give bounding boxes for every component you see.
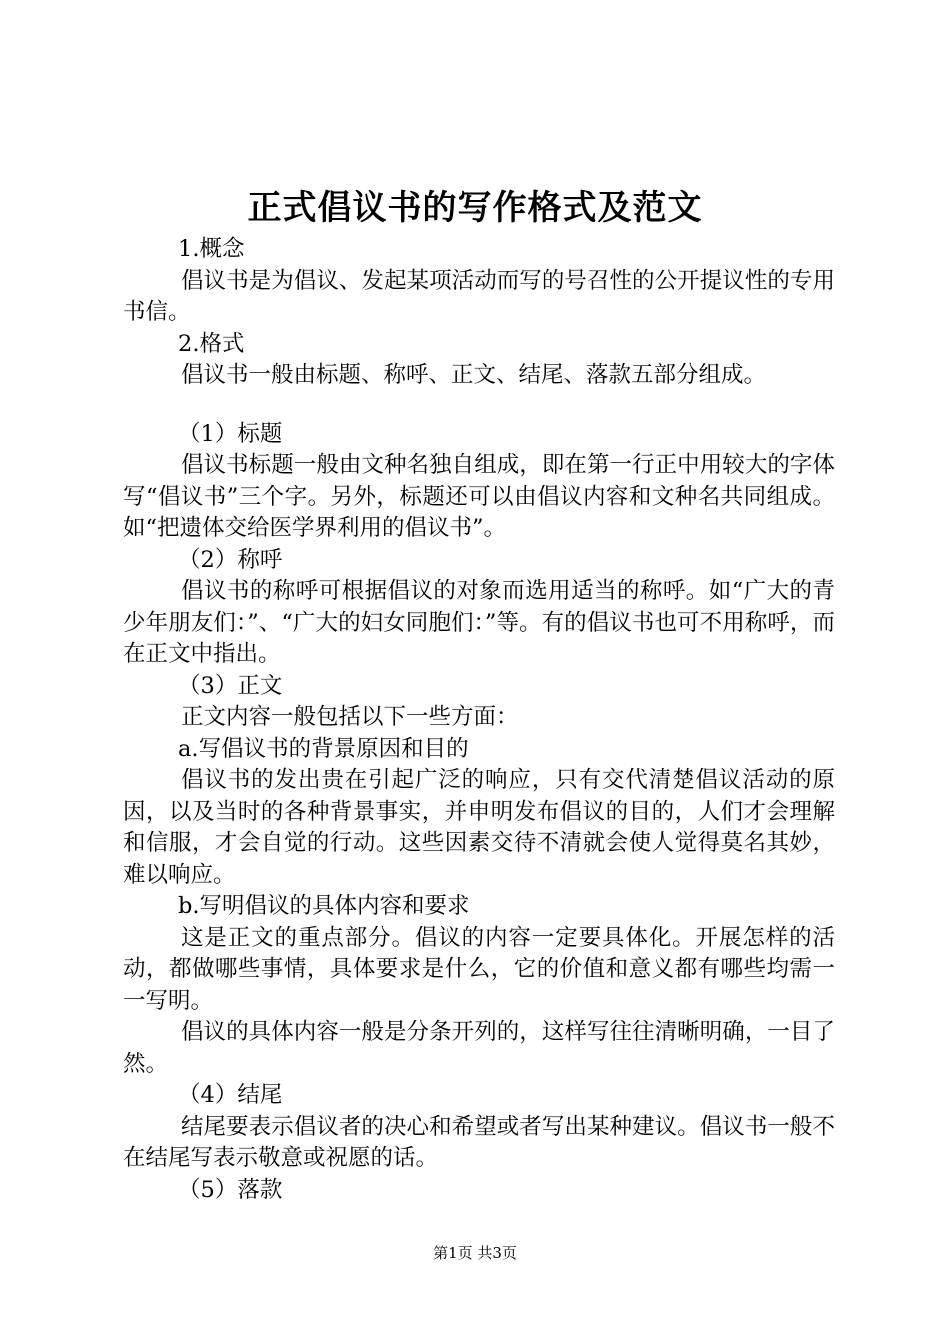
subheading-signature: （5）落款 xyxy=(178,1176,283,1203)
document-body xyxy=(123,234,835,1206)
subheading-body-a: a.写倡议书的背景原因和目的 xyxy=(178,735,469,762)
paragraph-title: 倡议书标题一般由文种名独自组成，即在第一行正中用较大的字体写“倡议书”三个字。另外，标题还可以由倡议内容和文种名共同组成。如“把遗体交给医学界利用的倡议书”。 xyxy=(123,452,835,541)
paragraph-body-intro: 正文内容一般包括以下一些方面： xyxy=(181,704,519,730)
subheading-salutation: （2）称呼 xyxy=(178,546,283,573)
page-number: 第1页 共3页 xyxy=(433,1244,517,1262)
section-heading-format: 2.格式 xyxy=(178,330,245,357)
paragraph-concept: 倡议书是为倡议、发起某项活动而写的号召性的公开提议性的专用书信。 xyxy=(123,267,835,325)
paragraph-format: 倡议书一般由标题、称呼、正文、结尾、落款五部分组成。 xyxy=(181,362,767,388)
subheading-body-b: b.写明倡议的具体内容和要求 xyxy=(178,893,470,919)
paragraph-ending: 结尾要表示倡议者的决心和希望或者写出某种建议。倡议书一般不在结尾写表示敬意或祝愿的话。 xyxy=(123,1113,835,1171)
section-heading-concept: 1.概念 xyxy=(178,236,245,262)
subheading-title: （1）标题 xyxy=(178,420,283,447)
subheading-body: （3）正文 xyxy=(178,672,283,699)
paragraph-body-b-2: 倡议的具体内容一般是分条开列的，这样写往往清晰明确，一目了然。 xyxy=(123,1019,835,1077)
paragraph-salutation: 倡议书的称呼可根据倡议的对象而选用适当的称呼。如“广大的青少年朋友们：”、“广大的妇女同胞们：”等。有的倡议书也可不用称呼，而在正文中指出。 xyxy=(123,578,835,667)
paragraph-body-a: 倡议书的发出贵在引起广泛的响应，只有交代清楚倡议活动的原因，以及当时的各种背景事实，并申明发布倡议的目的，人们才会理解和信服，才会自觉的行动。这些因素交待不清就会使人觉得莫名其妙，难以响应。 xyxy=(123,767,835,888)
document-title: 正式倡议书的写作格式及范文 xyxy=(247,188,703,228)
spacer xyxy=(123,392,835,419)
subheading-ending: （4）结尾 xyxy=(178,1082,283,1108)
paragraph-body-b: 这是正文的重点部分。倡议的内容一定要具体化。开展怎样的活动，都做哪些事情，具体要求是什么，它的价值和意义都有哪些均需一一写明。 xyxy=(123,924,835,1014)
